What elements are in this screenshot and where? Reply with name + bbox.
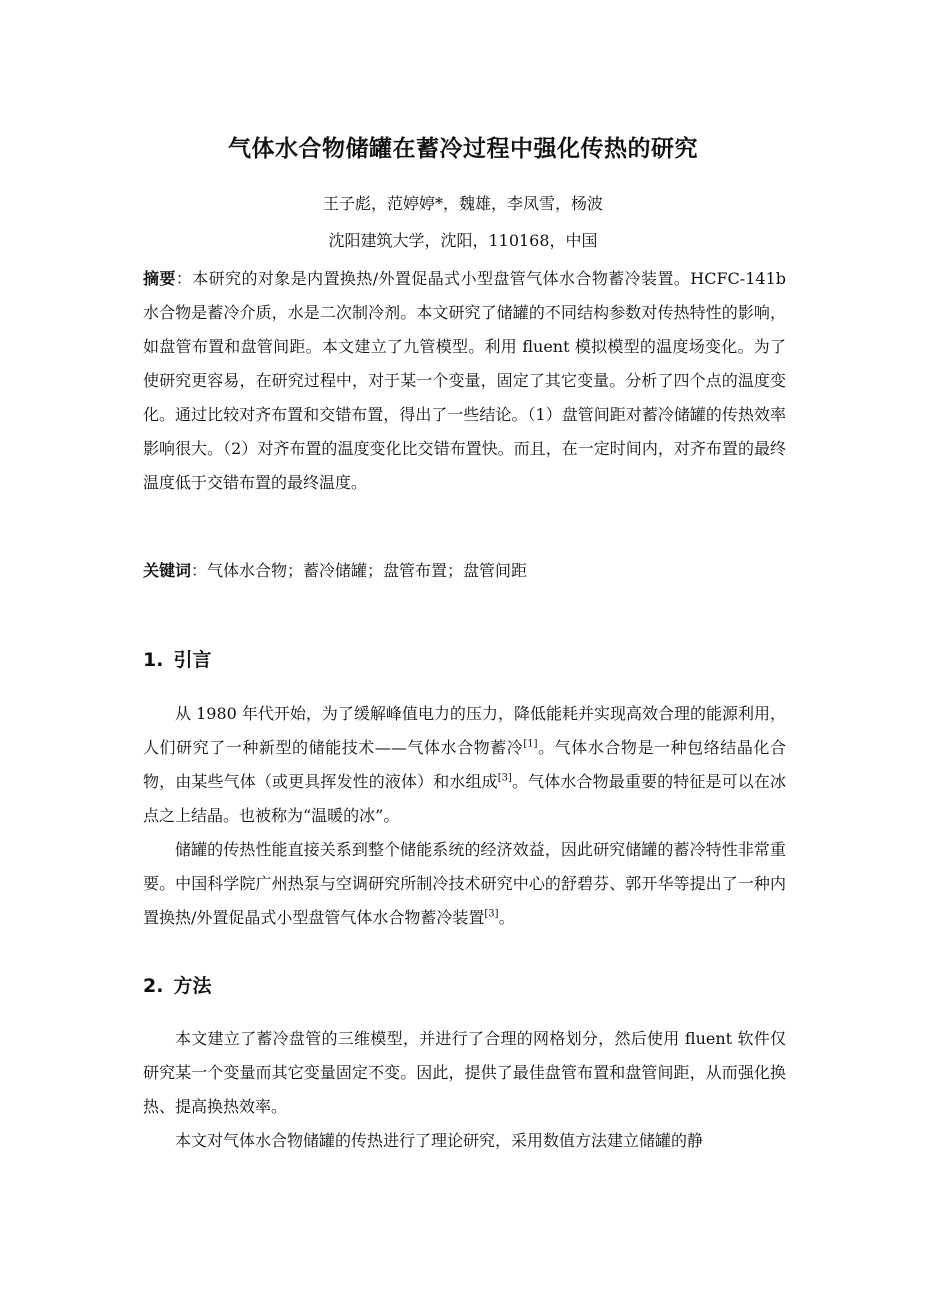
abstract	[143, 262, 786, 500]
abstract-text: 本研究的对象是内置换热/外置促晶式小型盘管气体水合物蓄冷装置。HCFC-141b 水合物是蓄冷介质，水是二次制冷剂。本文研究了储罐的不同结构参数对传热特性的影响，如盘管布置和盘管间距。本文建立了九管模型。利用 fluent 模拟模型的温度场变化。为了使研究更容易，在研究过程中，对于某一个变量，固定了其它变量。分析了四个点的温度变化。通过比较对齐布置和交错布置，得出了一些结论。（1）盘管间距对蓄冷储罐的传热效率影响很大。（2）对齐布置的温度变化比交错布置快。而且，在一定时间内，对齐布置的最终温度低于交错布置的最终温度。	[143, 269, 786, 492]
section-heading-method	[143, 971, 211, 1001]
section-heading-introduction	[143, 645, 211, 675]
section-title: 方法	[173, 975, 212, 997]
paragraph-text: 。气体水合物最重要的特征是可以在冰点之上结晶。也被称为“温暖的冰”。	[143, 772, 786, 825]
keywords-text: 气体水合物；蓄冷储罐；盘管布置；盘管间距	[207, 561, 528, 580]
paper-title: 气体水合物储罐在蓄冷过程中强化传热的研究	[228, 136, 698, 162]
keywords-separator: ：	[191, 561, 208, 580]
citation-ref: [1]	[523, 738, 538, 750]
affiliation: 沈阳建筑大学，沈阳，110168，中国	[328, 231, 598, 250]
paragraph	[143, 697, 786, 833]
author-list: 王子彪，范婷婷*，魏雄，李凤雪，杨波	[322, 194, 603, 213]
section-body-introduction	[143, 697, 786, 935]
paragraph-text: 从 1980 年代开始，为了缓解峰值电力的压力，降低能耗并实现高效合理的能源利用，人们研究了一种新型的储能技术——气体水合物蓄冷	[143, 704, 786, 757]
section-body-method	[143, 1022, 786, 1158]
abstract-label: 摘要	[143, 269, 176, 288]
section-title: 引言	[173, 649, 212, 671]
paragraph: 本文建立了蓄冷盘管的三维模型，并进行了合理的网格划分，然后使用 fluent 软件仅研究某一个变量而其它变量固定不变。因此，提供了最佳盘管布置和盘管间距，从而强化换热、提高换热效率。	[143, 1029, 786, 1116]
paragraph-text: 储罐的传热性能直接关系到整个储能系统的经济效益，因此研究储罐的蓄冷特性非常重要。中国科学院广州热泵与空调研究所制冷技术研究中心的舒碧芬、郭开华等提出了一种内置换热/外置促晶式小型盘管气体水合物蓄冷装置	[143, 840, 786, 927]
paragraph	[143, 833, 786, 935]
citation-ref: [3]	[484, 908, 499, 920]
abstract-separator: ：	[175, 269, 193, 288]
citation-ref: [3]	[497, 772, 512, 784]
paragraph: 本文对气体水合物储罐的传热进行了理论研究，采用数值方法建立储罐的静	[175, 1131, 704, 1150]
keywords	[143, 554, 786, 588]
keywords-label: 关键词	[143, 561, 192, 580]
section-number: 2.	[143, 975, 164, 997]
paragraph-text: 。气体水合物是一种包络结晶化合物，由某些气体（或更具挥发性的液体）和水组成	[143, 738, 786, 791]
section-number: 1.	[143, 649, 164, 671]
paragraph-text: 。	[498, 908, 515, 927]
